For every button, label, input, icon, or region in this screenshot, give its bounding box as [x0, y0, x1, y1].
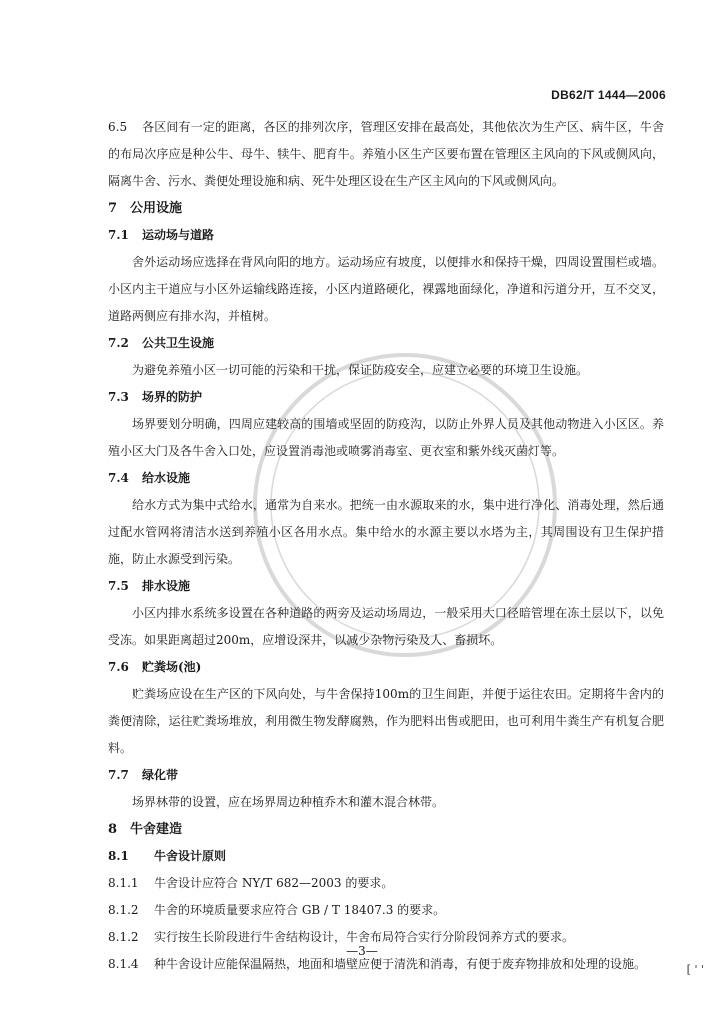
section-number: 7.2 — [108, 336, 129, 350]
section-7-6-heading — [108, 654, 664, 681]
standard-code: DB62/T 1444—2006 — [551, 88, 666, 102]
clause-number: 8.1.4 — [108, 957, 139, 971]
clause-text: 实行按生长阶段进行牛舍结构设计，牛舍布局符合实行分阶段饲养方式的要求。 — [154, 930, 575, 944]
section-7-2-text: 为避免养殖小区一切可能的污染和干扰，保证防疫安全，应建立必要的环境卫生设施。 — [132, 363, 589, 377]
clause-number: 8.1.2 — [108, 903, 139, 917]
clause-text: 种牛舍设计应能保温隔热，地面和墙壁应便于清洗和消毒，有便于废弃物排放和处理的设施。 — [154, 957, 647, 971]
section-8-heading — [108, 816, 664, 843]
section-number: 7.7 — [108, 768, 129, 782]
section-title: 公共卫生设施 — [142, 336, 215, 350]
section-7-5-heading — [108, 573, 664, 600]
section-title: 给水设施 — [142, 471, 191, 485]
section-number: 7.6 — [108, 660, 129, 674]
section-title: 绿化带 — [142, 768, 179, 782]
section-8-1-heading — [108, 843, 664, 870]
section-title: 场界的防护 — [142, 390, 203, 404]
section-number: 7.5 — [108, 579, 129, 593]
section-number: 7.4 — [108, 471, 129, 485]
clause-8-1-1 — [108, 870, 664, 897]
section-7-4-heading — [108, 465, 664, 492]
section-title: 公用设施 — [130, 201, 183, 216]
section-number: 7.3 — [108, 390, 129, 404]
section-title: 贮粪场(池) — [142, 660, 202, 674]
section-7-6-text: 贮粪场应设在生产区的下风向处，与牛舍保持100m的卫生间距，并便于运往农田。定期将牛舍内的粪便清除，运往贮粪场堆放，利用微生物发酵腐熟，作为肥料出售或肥田，也可利用牛粪生产有机复合肥料。 — [108, 687, 664, 755]
section-7-1-text: 舍外运动场应选择在背风向阳的地方。运动场应有坡度，以便排水和保持干燥，四周设置围栏或墙。小区内主干道应与小区外运输线路连接，小区内道路硬化，裸露地面绿化，净道和污道分开，互不交叉，道路两侧应有排水沟，并植树。 — [108, 255, 664, 323]
section-7-5-text: 小区内排水系统多设置在各种道路的两旁及运动场周边，一般采用大口径暗管埋在冻土层以下，以免受冻。如果距离超过200m，应增设深井，以减少杂物污染及人、畜损坏。 — [108, 606, 664, 647]
clause-number: 6.5 — [108, 120, 128, 134]
document-body — [108, 114, 664, 978]
section-title: 牛舍设计原则 — [154, 849, 227, 863]
section-7-4-text: 给水方式为集中式给水，通常为自来水。把统一由水源取来的水，集中进行净化、消毒处理，然后通过配水管网将清洁水送到养殖小区各用水点。集中给水的水源主要以水塔为主，其周围设有卫生保护措施，防止水源受到污染。 — [108, 498, 664, 566]
section-7-7-heading — [108, 762, 664, 789]
section-7-1-heading — [108, 222, 664, 249]
clause-text: 各区间有一定的距离，各区的排列次序，管理区安排在最高处，其他依次为生产区、病牛区，牛舍的布局次序应是种公牛、母牛、犊牛、肥育牛。养殖小区生产区要布置在管理区主风向的下风或侧风向，隔离牛舍、污水、粪便处理设施和病、死牛处理区设在生产区主风向的下风或侧风向。 — [108, 120, 664, 188]
section-7-heading — [108, 195, 664, 222]
section-number: 7 — [108, 201, 118, 216]
section-title: 排水设施 — [142, 579, 191, 593]
clause-text: 牛舍的环境质量要求应符合 GB / T 18407.3 的要求。 — [154, 903, 446, 917]
section-7-7-text: 场界林带的设置，应在场界周边种植乔木和灌木混合林带。 — [132, 795, 445, 809]
section-title: 运动场与道路 — [142, 228, 215, 242]
section-title: 牛舍建造 — [130, 822, 183, 837]
clause-8-1-2 — [108, 897, 664, 924]
clause-number: 8.1.1 — [108, 876, 139, 890]
section-7-3-heading — [108, 384, 664, 411]
section-number: 8.1 — [108, 849, 129, 863]
section-number: 8 — [108, 822, 118, 837]
section-7-2-heading — [108, 330, 664, 357]
section-number: 7.1 — [108, 228, 129, 242]
clause-text: 牛舍设计应符合 NY/T 682—2003 的要求。 — [154, 876, 394, 890]
page-number: —3— — [346, 944, 378, 958]
clause-6-5 — [108, 114, 664, 195]
scan-mark: [ ' ' — [686, 963, 704, 976]
section-7-3-text: 场界要划分明确，四周应建较高的围墙或坚固的防疫沟，以防止外界人员及其他动物进入小区区。养殖小区大门及各牛舍入口处，应设置消毒池或喷雾消毒室、更衣室和紫外线灭菌灯等。 — [108, 417, 664, 458]
clause-number: 8.1.2 — [108, 930, 139, 944]
